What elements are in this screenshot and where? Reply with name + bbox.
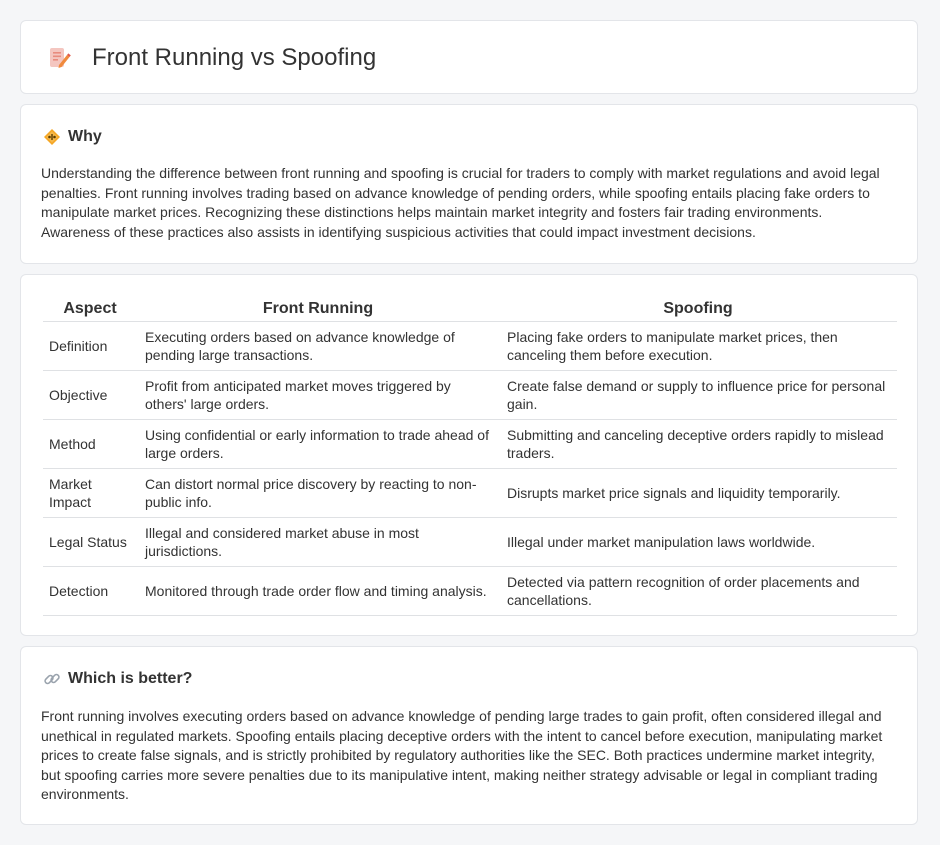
table-row [43, 420, 897, 469]
row-front-running: Using confidential or early information to trade ahead of large orders. [137, 420, 499, 469]
why-heading: Why [68, 128, 102, 145]
row-spoofing: Illegal under market manipulation laws worldwide. [499, 518, 897, 567]
header-spoofing: Spoofing [499, 295, 897, 322]
document-pencil-icon [47, 46, 71, 70]
row-front-running: Monitored through trade order flow and timing analysis. [137, 567, 499, 616]
comparison-card [20, 274, 918, 636]
row-front-running: Illegal and considered market abuse in most jurisdictions. [137, 518, 499, 567]
row-aspect: Definition [43, 322, 137, 371]
why-text: Understanding the difference between front running and spoofing is crucial for traders to comply with market regulations and avoid legal penalties. Front running involves trading based on advance knowledge of pending orders, while spoofing entails placing fake orders to manipulate market prices. Recognizing these distinctions helps maintain market integrity and fosters fair trading environments. Awareness of these practices also assists in identifying suspicious activities that could impact investment decisions. [41, 165, 880, 240]
why-card [20, 104, 918, 264]
better-heading: Which is better? [68, 670, 193, 687]
why-heading-row [43, 127, 102, 147]
row-spoofing: Submitting and canceling deceptive orders rapidly to mislead traders. [499, 420, 897, 469]
row-aspect: Legal Status [43, 518, 137, 567]
header-aspect: Aspect [43, 295, 137, 322]
diamond-sign-icon [43, 128, 61, 146]
table-row [43, 371, 897, 420]
row-spoofing: Detected via pattern recognition of order placements and cancellations. [499, 567, 897, 616]
row-aspect: Objective [43, 371, 137, 420]
title-card [20, 20, 918, 94]
row-aspect: Method [43, 420, 137, 469]
comparison-table [43, 295, 897, 616]
row-spoofing: Placing fake orders to manipulate market prices, then canceling them before execution. [499, 322, 897, 371]
row-spoofing: Disrupts market price signals and liquidity temporarily. [499, 469, 897, 518]
table-row [43, 567, 897, 616]
table-row [43, 322, 897, 371]
row-front-running: Profit from anticipated market moves triggered by others' large orders. [137, 371, 499, 420]
link-icon [43, 670, 61, 688]
row-spoofing: Create false demand or supply to influence price for personal gain. [499, 371, 897, 420]
table-row [43, 469, 897, 518]
table-row [43, 518, 897, 567]
table-header-row [43, 295, 897, 322]
page-title: Front Running vs Spoofing [92, 44, 377, 71]
row-front-running: Can distort normal price discovery by reacting to non-public info. [137, 469, 499, 518]
row-aspect: Detection [43, 567, 137, 616]
header-front-running: Front Running [137, 295, 499, 322]
better-card [20, 646, 918, 825]
better-text: Front running involves executing orders based on advance knowledge of pending large trades to gain profit, often considered illegal and unethical in regulated markets. Spoofing entails placing deceptive orders with the intent to cancel before execution, manipulating market prices to create false signals, and is strictly prohibited by regulatory authorities like the SEC. Both practices undermine market integrity, but spoofing carries more severe penalties due to its manipulative intent, making neither strategy advisable or legal in compliant trading environments. [41, 708, 883, 802]
row-aspect: Market Impact [43, 469, 137, 518]
better-heading-row [43, 669, 192, 689]
row-front-running: Executing orders based on advance knowledge of pending large transactions. [137, 322, 499, 371]
